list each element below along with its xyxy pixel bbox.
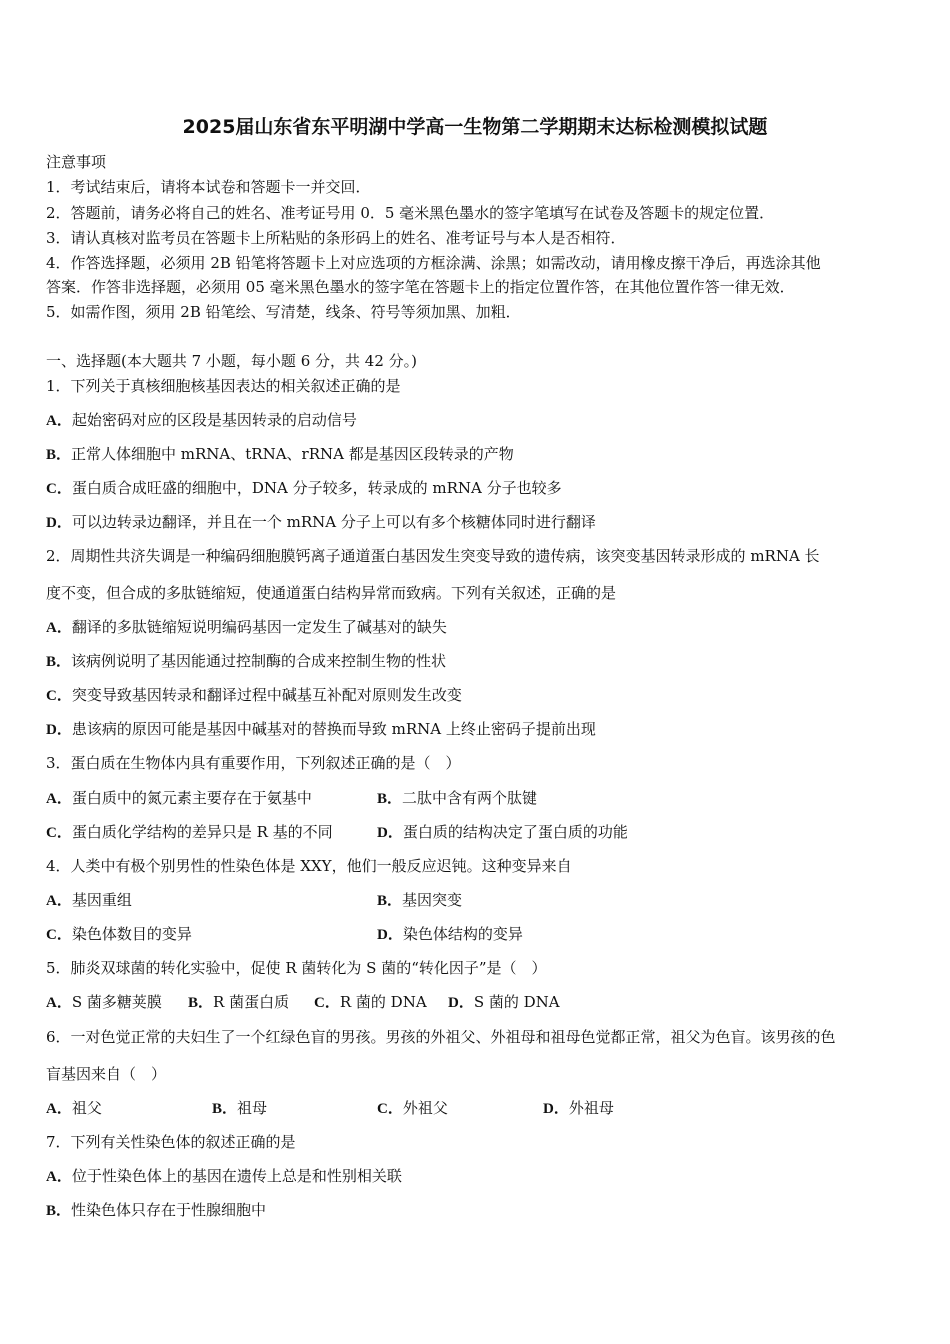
option-text: 起始密码对应的区段是基因转录的启动信号 [71, 411, 357, 429]
option-label: A． [46, 413, 72, 429]
option-text: 性染色体只存在于性腺细胞中 [71, 1201, 267, 1219]
question-stem: 4．人类中有极个别男性的性染色体是 XXY，他们一般反应迟钝。这种变异来自 [46, 857, 572, 875]
option-label: D． [377, 825, 403, 841]
option-d [448, 992, 560, 1013]
option-label: A． [46, 620, 72, 636]
option-text: S 菌的 DNA [473, 993, 560, 1011]
option-text: R 菌蛋白质 [213, 993, 290, 1011]
option-label: B． [212, 1101, 238, 1117]
option-label: B． [46, 1203, 72, 1219]
option-b [212, 1098, 267, 1119]
question-stem: 1．下列关于真核细胞核基因表达的相关叙述正确的是 [46, 377, 401, 395]
option-b [377, 890, 462, 911]
option-text: 翻译的多肽链缩短说明编码基因一定发生了碱基对的缺失 [71, 618, 447, 636]
notice-item: 1．考试结束后，请将本试卷和答题卡一并交回． [46, 178, 371, 196]
option-text: 位于性染色体上的基因在遗传上总是和性别相关联 [71, 1167, 402, 1185]
option-label: C． [377, 1101, 403, 1117]
question-stem: 7．下列有关性染色体的叙述正确的是 [46, 1133, 296, 1151]
option-d [46, 512, 596, 533]
notice-item: 4．作答选择题，必须用 2B 铅笔将答题卡上对应选项的方框涂满、涂黑；如需改动，请用橡皮擦干净后，再选涂其他 [46, 254, 821, 272]
option-label: D． [46, 515, 72, 531]
option-a [46, 1098, 102, 1119]
option-label: B． [377, 893, 403, 909]
option-a [46, 617, 447, 638]
option-text: 二肽中含有两个肽键 [402, 789, 538, 807]
option-b [46, 651, 446, 672]
option-d [377, 924, 523, 945]
notice-item: 3．请认真核对监考员在答题卡上所粘贴的条形码上的姓名、准考证号与本人是否相符． [46, 229, 626, 247]
question-stem: 6．一对色觉正常的夫妇生了一个红绿色盲的男孩。男孩的外祖父、外祖母和祖母色觉都正常，祖父为色盲。该男孩的色 [46, 1028, 836, 1046]
section-heading: 一、选择题(本大题共 7 小题，每小题 6 分，共 42 分。) [46, 352, 417, 370]
option-label: C． [314, 995, 340, 1011]
option-text: R 菌的 DNA [339, 993, 427, 1011]
option-text: 蛋白质的结构决定了蛋白质的功能 [402, 823, 628, 841]
option-text: 该病例说明了基因能通过控制酶的合成来控制生物的性状 [71, 652, 447, 670]
option-text: 蛋白质合成旺盛的细胞中，DNA 分子较多，转录成的 mRNA 分子也较多 [71, 479, 562, 497]
option-a [46, 1166, 402, 1187]
option-text: 突变导致基因转录和翻译过程中碱基互补配对原则发生改变 [71, 686, 462, 704]
option-text: 蛋白质化学结构的差异只是 R 基的不同 [71, 823, 333, 841]
option-text: 正常人体细胞中 mRNA、tRNA、rRNA 都是基因区段转录的产物 [71, 445, 514, 463]
question-stem: 度不变，但合成的多肽链缩短，使通道蛋白结构异常而致病。下列有关叙述，正确的是 [46, 584, 617, 602]
option-d [46, 719, 596, 740]
option-b [377, 788, 537, 809]
option-d [377, 822, 628, 843]
notice-item: 2．答题前，请务必将自己的姓名、准考证号用 0．5 毫米黑色墨水的签字笔填写在试卷及答题卡的规定位置． [46, 204, 775, 222]
option-b [46, 444, 514, 465]
notice-heading: 注意事项 [46, 153, 107, 171]
page-title: 2025届山东省东平明湖中学高一生物第二学期期末达标检测模拟试题 [182, 116, 768, 138]
option-label: B． [188, 995, 214, 1011]
option-label: B． [46, 654, 72, 670]
option-label: A． [46, 791, 72, 807]
option-text: 外祖母 [568, 1099, 614, 1117]
option-text: 染色体结构的变异 [402, 925, 523, 943]
question-stem: 2．周期性共济失调是一种编码细胞膜钙离子通道蛋白基因发生突变导致的遗传病，该突变基因转录形成的 mRNA 长 [46, 547, 820, 565]
question-stem: 3．蛋白质在生物体内具有重要作用，下列叙述正确的是（ ） [46, 754, 461, 772]
option-label: D． [46, 722, 72, 738]
option-text: 蛋白质中的氮元素主要存在于氨基中 [71, 789, 312, 807]
option-a [46, 890, 132, 911]
option-text: 患该病的原因可能是基因中碱基对的替换而导致 mRNA 上终止密码子提前出现 [71, 720, 596, 738]
option-label: C． [46, 688, 72, 704]
option-text: 可以边转录边翻译，并且在一个 mRNA 分子上可以有多个核糖体同时进行翻译 [71, 513, 596, 531]
option-label: A． [46, 893, 72, 909]
option-label: C． [46, 825, 72, 841]
option-b [46, 1200, 266, 1221]
option-c [377, 1098, 448, 1119]
option-a [46, 410, 357, 431]
option-text: 基因重组 [71, 891, 132, 909]
option-label: D． [543, 1101, 569, 1117]
option-label: A． [46, 1101, 72, 1117]
option-text: 外祖父 [402, 1099, 448, 1117]
option-label: C． [46, 927, 72, 943]
option-label: A． [46, 1169, 72, 1185]
option-d [543, 1098, 614, 1119]
option-text: 染色体数目的变异 [71, 925, 192, 943]
notice-item: 5．如需作图，须用 2B 铅笔绘、写清楚，线条、符号等须加黑、加粗． [46, 303, 521, 321]
notice-item: 答案．作答非选择题，必须用 05 毫米黑色墨水的签字笔在答题卡上的指定位置作答，在其他位置作答一律无效． [46, 278, 795, 296]
option-c [46, 924, 192, 945]
option-label: C． [46, 481, 72, 497]
option-label: B． [46, 447, 72, 463]
question-stem: 5．肺炎双球菌的转化实验中，促使 R 菌转化为 S 菌的“转化因子”是（ ） [46, 959, 547, 977]
option-label: A． [46, 995, 72, 1011]
option-label: D． [377, 927, 403, 943]
option-text: 祖母 [237, 1099, 268, 1117]
question-stem: 盲基因来自（ ） [46, 1065, 167, 1083]
option-a [46, 992, 162, 1013]
option-c [46, 478, 562, 499]
option-b [188, 992, 289, 1013]
option-c [314, 992, 427, 1013]
option-text: 祖父 [71, 1099, 102, 1117]
option-text: S 菌多糖荚膜 [71, 993, 162, 1011]
option-text: 基因突变 [402, 891, 463, 909]
option-label: D． [448, 995, 474, 1011]
option-c [46, 822, 333, 843]
option-a [46, 788, 312, 809]
option-c [46, 685, 462, 706]
option-label: B． [377, 791, 403, 807]
